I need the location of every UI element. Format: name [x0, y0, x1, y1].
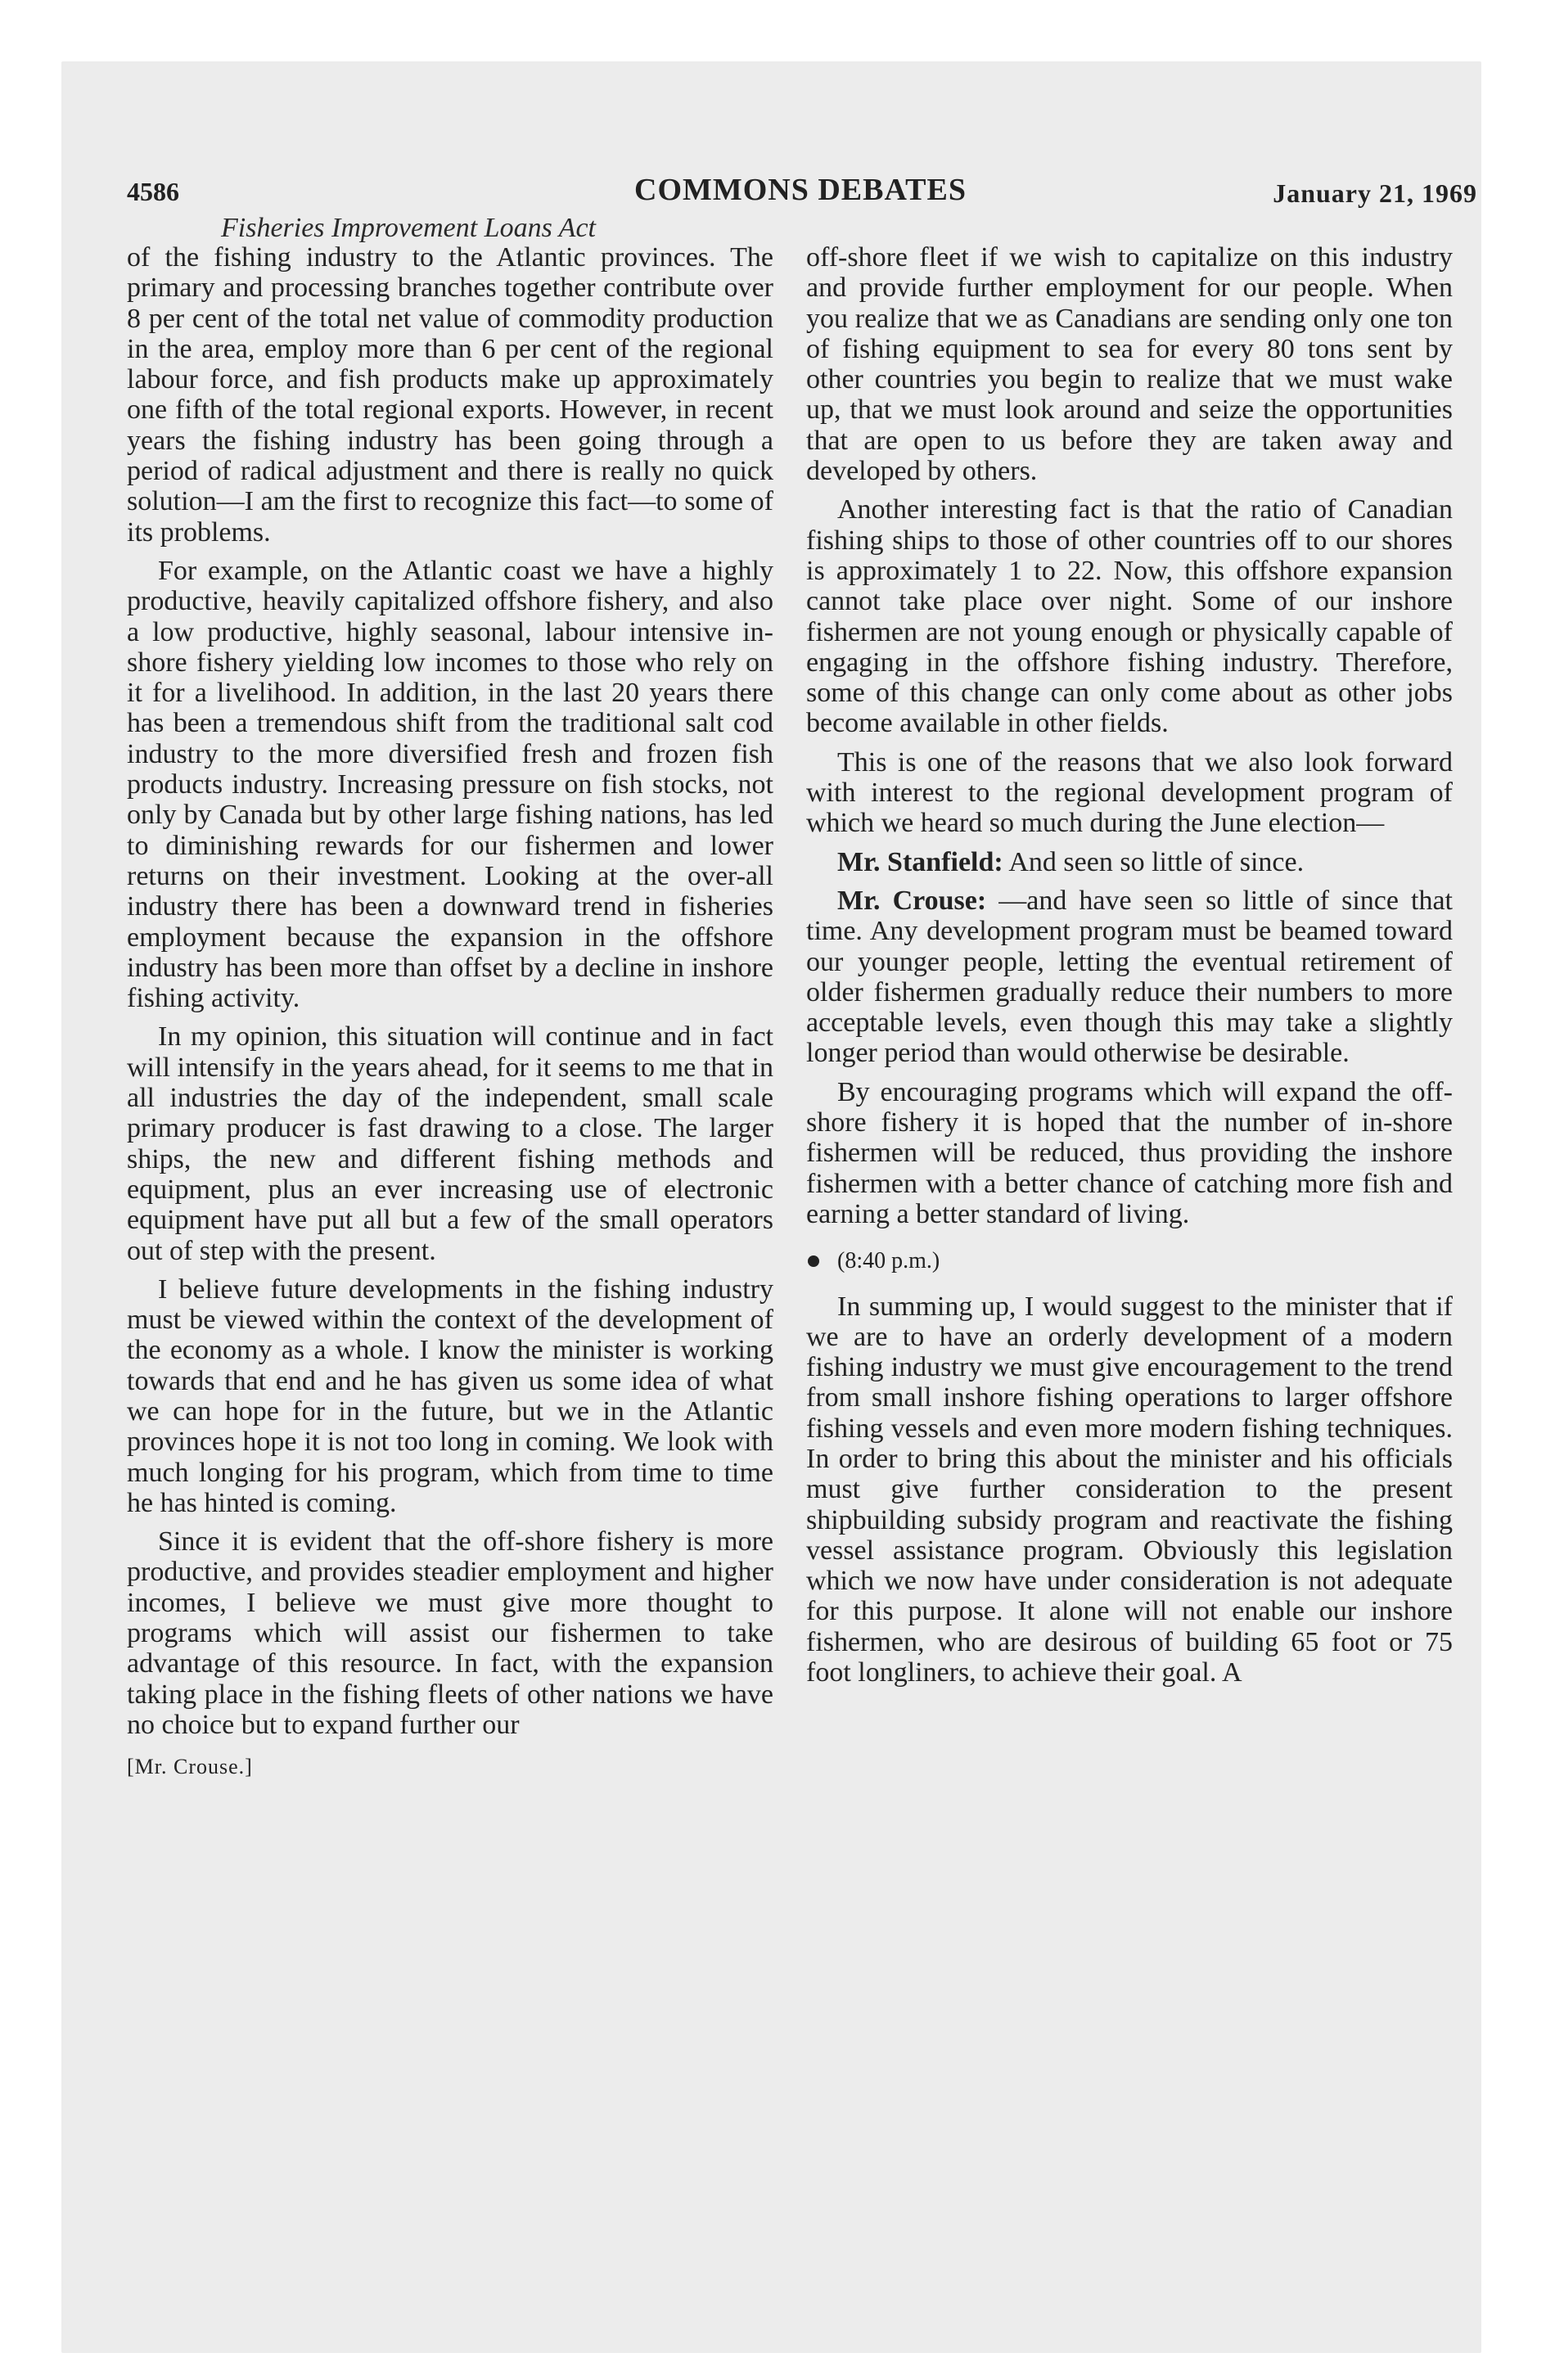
paragraph: off-shore fleet if we wish to capitalize on this industry and provide further employment for our people. When you realize that we as Canadians are sending only one ton of fishing equipment to sea for every 80 tons sent by other countries you begin to realize that we must wake up, that we must look around and seize the opportunities that are open to us before they are taken away and developed by others.	[806, 242, 1453, 487]
speaker-name: Mr. Stanfield:	[837, 846, 1003, 877]
paragraph: Another interesting fact is that the ratio of Canadian fishing ships to those of other countries off to our shores is approximately 1 to 22. Now, this offshore expansion cannot take place over night. Some of our inshore fishermen are not young enough or physically capable of engaging in the offshore fishing industry. Therefore, some of this change can only come about as other jobs become available in other fields.	[806, 494, 1453, 739]
speech-stanfield	[806, 847, 1453, 877]
page-date: January 21, 1969	[1273, 178, 1477, 208]
timestamp-text: (8:40 p.m.)	[837, 1248, 940, 1274]
paragraph: For example, on the Atlantic coast we have a highly productive, heavily capitalized offshore fishery, and also a low productive, highly seasonal, labour intensive in-shore fishery yielding low incomes to those who rely on it for a livelihood. In addition, in the last 20 years there has been a tremendous shift from the traditional salt cod industry to the more diversified fresh and frozen fish products industry. Increasing pressure on fish stocks, not only by Canada but by other large fishing nations, has led to diminishing rewards for our fishermen and lower returns on their investment. Looking at the over-all industry there has been a downward trend in fisheries employment because the expansion in the offshore industry has been more than offset by a decline in inshore fishing activity.	[127, 555, 773, 1014]
paragraph: This is one of the reasons that we also look forward with interest to the regional development program of which we heard so much during the June election—	[806, 746, 1453, 839]
timestamp	[806, 1246, 1453, 1276]
publication-title: COMMONS DEBATES	[634, 173, 967, 207]
running-head: Fisheries Improvement Loans Act	[221, 213, 596, 243]
paragraph: Since it is evident that the off-shore fishery is more productive, and provides steadier employment and higher incomes, I believe we must give more thought to programs which will assist our fishermen to take advantage of this resource. In fact, with the expansion taking place in the fishing fleets of other nations we have no choice but to expand further our	[127, 1526, 773, 1740]
speech-text: And seen so little of since.	[1003, 846, 1305, 877]
paragraph: In summing up, I would suggest to the minister that if we are to have an orderly development of a modern fishing industry we must give encouragement to the trend from small inshore fishing operations to larger offshore fishing vessels and even more modern fishing techniques. In order to bring this about the minister and his officials must give further consideration to the present shipbuilding subsidy program and reactivate the fishing vessel assistance program. Obviously this legislation which we now have under consideration is not adequate for this purpose. It alone will not enable our inshore fishermen, who are desirous of building 65 foot or 75 foot longliners, to achieve their goal. A	[806, 1291, 1453, 1688]
paragraph: In my opinion, this situation will continue and in fact will intensify in the years ahead, for it seems to me that in all industries the day of the independent, small scale primary producer is fast drawing to a close. The larger ships, the new and different fishing methods and equipment, plus an ever increasing use of electronic equipment have put all but a few of the small operators out of step with the present.	[127, 1021, 773, 1266]
speaker-attribution: [Mr. Crouse.]	[127, 1755, 253, 1779]
right-column	[806, 242, 1453, 1696]
paragraph: By encouraging programs which will expand the off-shore fishery it is hoped that the number of in-shore fishermen will be reduced, thus providing the inshore fishermen with a better chance of catching more fish and earning a better standard of living.	[806, 1076, 1453, 1229]
bullet-icon	[808, 1255, 819, 1267]
page-number: 4586	[127, 177, 179, 206]
speaker-name: Mr. Crouse:	[837, 885, 987, 916]
speech-crouse	[806, 886, 1453, 1069]
paragraph: I believe future developments in the fishing industry must be viewed within the context of the development of the economy as a whole. I know the minister is working towards that end and he has given us some idea of what we can hope for in the future, but we in the Atlantic provinces hope it is not too long in coming. We look with much longing for his program, which from time to time he has hinted is coming.	[127, 1273, 773, 1518]
left-column	[127, 242, 773, 1791]
paragraph: of the fishing industry to the Atlantic provinces. The primary and processing branches together contribute over 8 per cent of the total net value of commodity production in the area, employ more than 6 per cent of the regional labour force, and fish products make up approximately one fifth of the total regional exports. However, in recent years the fishing industry has been going through a period of radical adjustment and there is really no quick solution—I am the first to recognize this fact—to some of its problems.	[127, 242, 773, 548]
speech-text: —and have seen so little of since that time. Any development program must be beamed toward our younger people, letting the eventual retirement of older fishermen gradually reduce their numbers to more acceptable levels, even though this may take a slightly longer period than would otherwise be desirable.	[806, 885, 1453, 1069]
